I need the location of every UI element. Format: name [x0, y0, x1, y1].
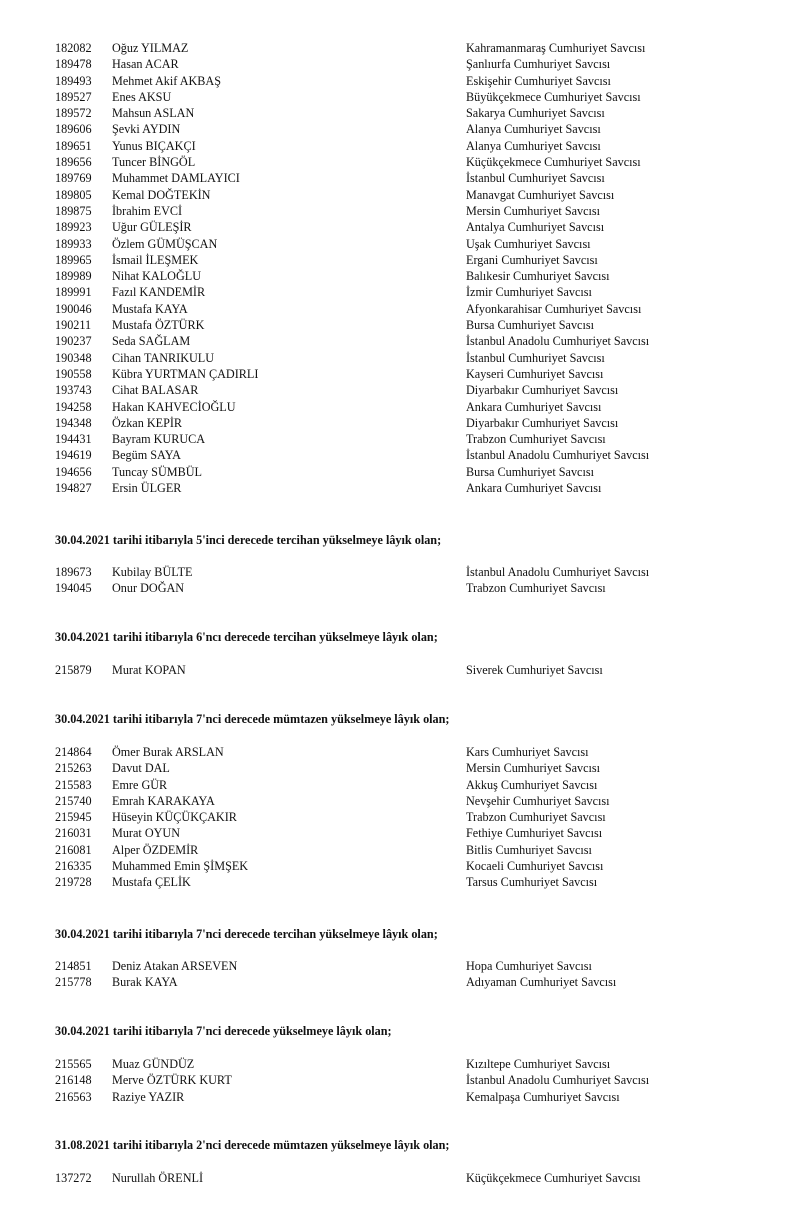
office-title: Alanya Cumhuriyet Savcısı: [466, 138, 601, 153]
registry-number: 194827: [55, 481, 92, 496]
list-item: [0, 284, 798, 300]
list-item: [0, 777, 798, 793]
list-item: [0, 858, 798, 874]
list-item: [0, 268, 798, 284]
office-title: Alanya Cumhuriyet Savcısı: [466, 122, 601, 137]
office-title: Afyonkarahisar Cumhuriyet Savcısı: [466, 301, 642, 316]
person-name: Nurullah ÖRENLİ: [112, 1171, 204, 1185]
person-name: Mahsun ASLAN: [112, 106, 195, 121]
list-item: [0, 464, 798, 480]
registry-number: 216563: [55, 1089, 92, 1104]
person-name: İbrahim EVCİ: [112, 203, 183, 218]
list-item: [0, 301, 798, 317]
person-name: Mustafa KAYA: [112, 301, 188, 316]
list-item: [0, 333, 798, 349]
list-item: [0, 40, 798, 56]
list-item: [0, 480, 798, 496]
registry-number: 189651: [55, 138, 92, 153]
office-title: Kars Cumhuriyet Savcısı: [466, 745, 589, 759]
list-item: [0, 760, 798, 776]
registry-number: 194258: [55, 399, 92, 414]
person-name: Muhammed Emin ŞİMŞEK: [112, 859, 249, 874]
office-title: Mersin Cumhuriyet Savcısı: [466, 761, 601, 776]
section-heading-5-tercihan: 30.04.2021 tarihi itibarıyla 5'inci derecede tercihan yükselmeye lâyık olan;: [55, 533, 442, 547]
office-title: Diyarbakır Cumhuriyet Savcısı: [466, 415, 619, 430]
person-name: Tuncer BİNGÖL: [112, 155, 196, 170]
person-name: Raziye YAZIR: [112, 1089, 185, 1104]
office-title: Küçükçekmece Cumhuriyet Savcısı: [466, 1171, 641, 1185]
registry-number: 189769: [55, 171, 92, 186]
list-item: [0, 874, 798, 890]
office-title: Uşak Cumhuriyet Savcısı: [466, 236, 591, 251]
office-title: Kızıltepe Cumhuriyet Savcısı: [466, 1057, 611, 1071]
rows: [0, 1170, 798, 1186]
list-item: [0, 89, 798, 105]
registry-number: 194348: [55, 415, 92, 430]
person-name: Emre GÜR: [112, 777, 168, 792]
section-list-main: [0, 40, 798, 496]
registry-number: 194619: [55, 448, 92, 463]
registry-number: 189991: [55, 285, 92, 300]
person-name: Oğuz YILMAZ: [112, 41, 189, 55]
office-title: Kahramanmaraş Cumhuriyet Savcısı: [466, 41, 646, 55]
section-heading-6-tercihan: 30.04.2021 tarihi itibarıyla 6'ncı derecede tercihan yükselmeye lâyık olan;: [55, 630, 438, 644]
registry-number: 190046: [55, 301, 92, 316]
office-title: Manavgat Cumhuriyet Savcısı: [466, 187, 615, 202]
list-item: [0, 809, 798, 825]
list-item: [0, 415, 798, 431]
office-title: Sakarya Cumhuriyet Savcısı: [466, 106, 605, 121]
list-item: [0, 825, 798, 841]
list-item: [0, 744, 798, 760]
person-name: Bayram KURUCA: [112, 432, 206, 447]
registry-number: 137272: [55, 1171, 92, 1185]
list-item: [0, 382, 798, 398]
list-item: [0, 203, 798, 219]
person-name: Mustafa ÇELİK: [112, 875, 191, 890]
list-item: [0, 662, 798, 678]
registry-number: 194045: [55, 581, 92, 596]
person-name: Şevki AYDIN: [112, 122, 181, 137]
registry-number: 215583: [55, 777, 92, 792]
person-name: Burak KAYA: [112, 975, 178, 990]
registry-number: 219728: [55, 875, 92, 890]
office-title: Kayseri Cumhuriyet Savcısı: [466, 366, 604, 381]
section-list-7-mumtazen: [0, 744, 798, 891]
person-name: Özkan KEPİR: [112, 415, 183, 430]
list-item: [0, 170, 798, 186]
person-name: Mehmet Akif AKBAŞ: [112, 73, 222, 88]
office-title: Bitlis Cumhuriyet Savcısı: [466, 842, 592, 857]
office-title: İstanbul Anadolu Cumhuriyet Savcısı: [466, 334, 650, 349]
person-name: Uğur GÜLEŞİR: [112, 220, 192, 235]
list-item: [0, 1056, 798, 1072]
office-title: İstanbul Cumhuriyet Savcısı: [466, 171, 605, 186]
office-title: Küçükçekmece Cumhuriyet Savcısı: [466, 155, 641, 170]
registry-number: 190558: [55, 366, 92, 381]
registry-number: 189478: [55, 57, 92, 72]
person-name: Enes AKSU: [112, 89, 172, 104]
person-name: Nihat KALOĞLU: [112, 269, 202, 284]
person-name: Muhammet DAMLAYICI: [112, 171, 240, 186]
person-name: Hasan ACAR: [112, 57, 179, 72]
rows: [0, 958, 798, 991]
registry-number: 215263: [55, 761, 92, 776]
section-list-2-mumtazen: [0, 1170, 798, 1186]
person-name: Hüseyin KÜÇÜKÇAKIR: [112, 810, 237, 825]
registry-number: 189572: [55, 106, 92, 121]
office-title: Fethiye Cumhuriyet Savcısı: [466, 826, 603, 841]
office-title: Akkuş Cumhuriyet Savcısı: [466, 777, 598, 792]
section-list-7-tercihan: [0, 958, 798, 991]
list-item: [0, 56, 798, 72]
list-item: [0, 580, 798, 596]
person-name: Mustafa ÖZTÜRK: [112, 318, 205, 333]
office-title: Eskişehir Cumhuriyet Savcısı: [466, 73, 611, 88]
section-heading-2-mumtazen: 31.08.2021 tarihi itibarıyla 2'nci derecede mümtazen yükselmeye lâyık olan;: [55, 1138, 450, 1152]
section-list-6-tercihan: [0, 662, 798, 678]
person-name: Kemal DOĞTEKİN: [112, 187, 211, 202]
rows: [0, 40, 798, 496]
list-item: [0, 958, 798, 974]
registry-number: 216335: [55, 859, 92, 874]
rows: [0, 744, 798, 891]
person-name: Begüm SAYA: [112, 448, 181, 463]
registry-number: 189965: [55, 252, 92, 267]
office-title: Trabzon Cumhuriyet Savcısı: [466, 810, 606, 825]
office-title: Büyükçekmece Cumhuriyet Savcısı: [466, 89, 641, 104]
rows: [0, 662, 798, 678]
office-title: Mersin Cumhuriyet Savcısı: [466, 203, 601, 218]
person-name: Onur DOĞAN: [112, 581, 185, 596]
office-title: Diyarbakır Cumhuriyet Savcısı: [466, 383, 619, 398]
registry-number: 193743: [55, 383, 92, 398]
list-item: [0, 564, 798, 580]
office-title: Kemalpaşa Cumhuriyet Savcısı: [466, 1089, 620, 1104]
registry-number: 189673: [55, 565, 92, 579]
person-name: Merve ÖZTÜRK KURT: [112, 1073, 232, 1088]
list-item: [0, 447, 798, 463]
person-name: Deniz Atakan ARSEVEN: [112, 959, 238, 973]
list-item: [0, 974, 798, 990]
person-name: Emrah KARAKAYA: [112, 793, 215, 808]
office-title: Ergani Cumhuriyet Savcısı: [466, 252, 598, 267]
registry-number: 216031: [55, 826, 92, 841]
registry-number: 215879: [55, 663, 92, 677]
list-item: [0, 236, 798, 252]
office-title: Antalya Cumhuriyet Savcısı: [466, 220, 605, 235]
office-title: Bursa Cumhuriyet Savcısı: [466, 464, 594, 479]
rows: [0, 564, 798, 597]
office-title: Siverek Cumhuriyet Savcısı: [466, 663, 603, 677]
registry-number: 214851: [55, 959, 92, 973]
person-name: Ömer Burak ARSLAN: [112, 745, 224, 759]
list-item: [0, 252, 798, 268]
section-heading-7-mumtazen: 30.04.2021 tarihi itibarıyla 7'nci derecede mümtazen yükselmeye lâyık olan;: [55, 712, 450, 726]
list-item: [0, 187, 798, 203]
section-heading-7-yukselme: 30.04.2021 tarihi itibarıyla 7'nci derecede yükselmeye lâyık olan;: [55, 1024, 392, 1038]
registry-number: 215945: [55, 810, 92, 825]
registry-number: 190211: [55, 318, 92, 333]
person-name: Muaz GÜNDÜZ: [112, 1057, 195, 1071]
person-name: İsmail İLEŞMEK: [112, 252, 199, 267]
registry-number: 189493: [55, 73, 92, 88]
office-title: Nevşehir Cumhuriyet Savcısı: [466, 793, 610, 808]
registry-number: 215740: [55, 793, 92, 808]
office-title: Trabzon Cumhuriyet Savcısı: [466, 581, 606, 596]
office-title: Ankara Cumhuriyet Savcısı: [466, 481, 602, 496]
person-name: Alper ÖZDEMİR: [112, 842, 199, 857]
person-name: Cihat BALASAR: [112, 383, 199, 398]
list-item: [0, 105, 798, 121]
person-name: Fazıl KANDEMİR: [112, 285, 206, 300]
office-title: İstanbul Anadolu Cumhuriyet Savcısı: [466, 1073, 650, 1088]
section-heading-7-tercihan: 30.04.2021 tarihi itibarıyla 7'nci derecede tercihan yükselmeye lâyık olan;: [55, 927, 438, 941]
person-name: Murat KOPAN: [112, 663, 186, 677]
registry-number: 216148: [55, 1073, 92, 1088]
person-name: Özlem GÜMÜŞCAN: [112, 236, 218, 251]
list-item: [0, 219, 798, 235]
person-name: Murat OYUN: [112, 826, 181, 841]
list-item: [0, 121, 798, 137]
registry-number: 215565: [55, 1057, 92, 1071]
person-name: Kubilay BÜLTE: [112, 565, 193, 579]
registry-number: 189606: [55, 122, 92, 137]
office-title: Ankara Cumhuriyet Savcısı: [466, 399, 602, 414]
registry-number: 194431: [55, 432, 92, 447]
list-item: [0, 350, 798, 366]
office-title: Balıkesir Cumhuriyet Savcısı: [466, 269, 610, 284]
registry-number: 190237: [55, 334, 92, 349]
office-title: İstanbul Anadolu Cumhuriyet Savcısı: [466, 565, 650, 579]
person-name: Cihan TANRIKULU: [112, 350, 215, 365]
registry-number: 214864: [55, 745, 92, 759]
list-item: [0, 842, 798, 858]
registry-number: 189989: [55, 269, 92, 284]
office-title: Şanlıurfa Cumhuriyet Savcısı: [466, 57, 611, 72]
office-title: Adıyaman Cumhuriyet Savcısı: [466, 975, 617, 990]
list-item: [0, 1072, 798, 1088]
registry-number: 189527: [55, 89, 92, 104]
person-name: Seda SAĞLAM: [112, 334, 191, 349]
registry-number: 189875: [55, 203, 92, 218]
office-title: Kocaeli Cumhuriyet Savcısı: [466, 859, 604, 874]
list-item: [0, 793, 798, 809]
list-item: [0, 1089, 798, 1105]
office-title: Tarsus Cumhuriyet Savcısı: [466, 875, 598, 890]
office-title: Hopa Cumhuriyet Savcısı: [466, 959, 592, 973]
list-item: [0, 1170, 798, 1186]
registry-number: 215778: [55, 975, 92, 990]
person-name: Yunus BIÇAKÇI: [112, 138, 196, 153]
person-name: Kübra YURTMAN ÇADIRLI: [112, 366, 259, 381]
list-item: [0, 138, 798, 154]
section-list-7-yukselme: [0, 1056, 798, 1105]
list-item: [0, 399, 798, 415]
person-name: Davut DAL: [112, 761, 170, 776]
office-title: İstanbul Cumhuriyet Savcısı: [466, 350, 605, 365]
person-name: Ersin ÜLGER: [112, 481, 182, 496]
registry-number: 189656: [55, 155, 92, 170]
rows: [0, 1056, 798, 1105]
registry-number: 189805: [55, 187, 92, 202]
office-title: İzmir Cumhuriyet Savcısı: [466, 285, 592, 300]
registry-number: 216081: [55, 842, 92, 857]
registry-number: 190348: [55, 350, 92, 365]
person-name: Hakan KAHVECİOĞLU: [112, 399, 236, 414]
registry-number: 194656: [55, 464, 92, 479]
section-list-5-tercihan: [0, 564, 798, 597]
office-title: Trabzon Cumhuriyet Savcısı: [466, 432, 606, 447]
list-item: [0, 317, 798, 333]
registry-number: 189923: [55, 220, 92, 235]
office-title: Bursa Cumhuriyet Savcısı: [466, 318, 594, 333]
person-name: Tuncay SÜMBÜL: [112, 464, 202, 479]
office-title: İstanbul Anadolu Cumhuriyet Savcısı: [466, 448, 650, 463]
registry-number: 182082: [55, 41, 92, 55]
list-item: [0, 154, 798, 170]
list-item: [0, 366, 798, 382]
list-item: [0, 73, 798, 89]
registry-number: 189933: [55, 236, 92, 251]
list-item: [0, 431, 798, 447]
